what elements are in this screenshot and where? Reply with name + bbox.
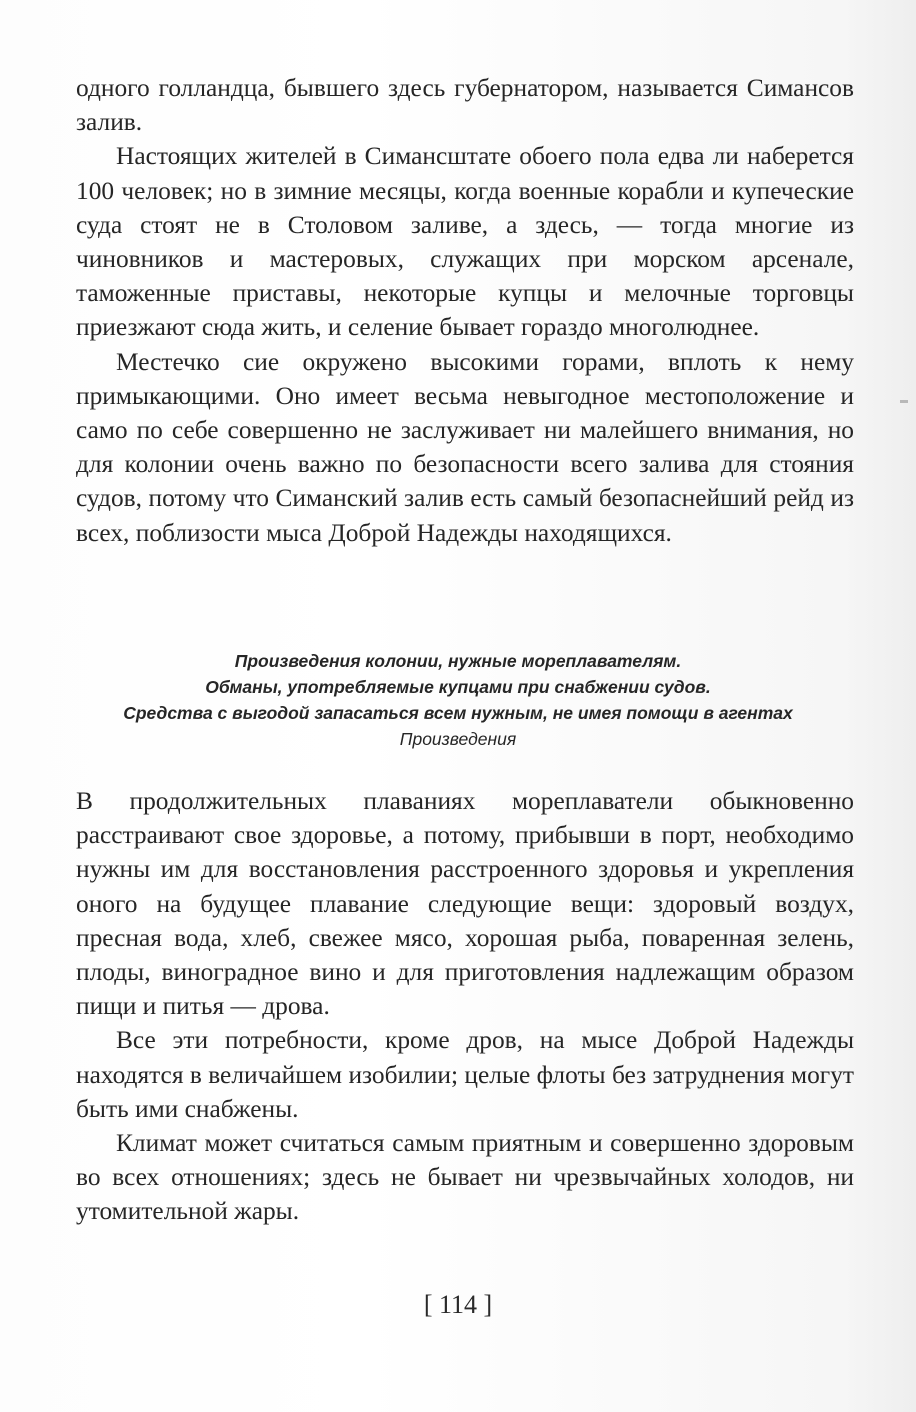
text-block-bottom <box>76 784 854 1229</box>
heading-line-2: Обманы, употребляемые купцами при снабжении судов. <box>205 677 711 697</box>
heading-line-3: Средства с выгодой запасаться всем нужным, не имея помощи в агентах <box>123 703 793 723</box>
text-block-top <box>76 71 854 550</box>
paragraph-climate: Климат может считаться самым приятным и совершенно здоровым во всех отношениях; здесь не бывает ни чрезвычайных холодов, ни утомительной жары. <box>76 1129 854 1226</box>
heading-line-1: Произведения колонии, нужные мореплавателям. <box>234 651 682 671</box>
paragraph-needs: В продолжительных плаваниях мореплаватели обыкновенно расстраивают свое здоровье, а потому, прибывши в порт, необходимо нужны им для восстановления расстроенного здоровья и укрепления оного на будущее плавание следующие вещи: здоровый воздух, пресная вода, хлеб, свежее мясо, хорошая рыба, поваренная зелень, плоды, виноградное вино и для приготовления надлежащим образом пищи и питья — дрова. <box>76 787 854 1021</box>
paragraph-continuation: одного голландца, бывшего здесь губернатором, называется Симансов залив. <box>76 74 854 137</box>
heading-subtitle: Произведения <box>399 729 517 749</box>
paragraph-location: Местечко сие окружено высокими горами, вплоть к нему примыкающими. Оно имеет весьма невыгодное местоположение и само по себе совершенно не заслуживает ни малейшего внимания, но для колонии очень важно по безопасности всего залива для стояния судов, потому что Симанский залив есть самый безопаснейший рейд из всех, поблизости мыса Доброй Надежды находящихся. <box>76 347 854 547</box>
paragraph-inhabitants: Настоящих жителей в Симансштате обоего пола едва ли наберется 100 человек; но в зимние месяцы, когда военные корабли и купеческие суда стоят не в Столовом заливе, а здесь, — тогда многие из чиновников и мастеровых, служащих при морском арсенале, таможенные приставы, некоторые купцы и мелочные торговцы приезжают сюда жить, и селение бывает гораздо многолюднее. <box>76 142 854 342</box>
margin-mark <box>900 400 908 403</box>
page-number: [ 114 ] <box>423 1290 493 1319</box>
paragraph-abundance: Все эти потребности, кроме дров, на мысе Доброй Надежды находятся в величайшем изобилии; целые флоты без затруднения могут быть ими снабжены. <box>76 1026 854 1123</box>
section-heading <box>60 648 856 752</box>
